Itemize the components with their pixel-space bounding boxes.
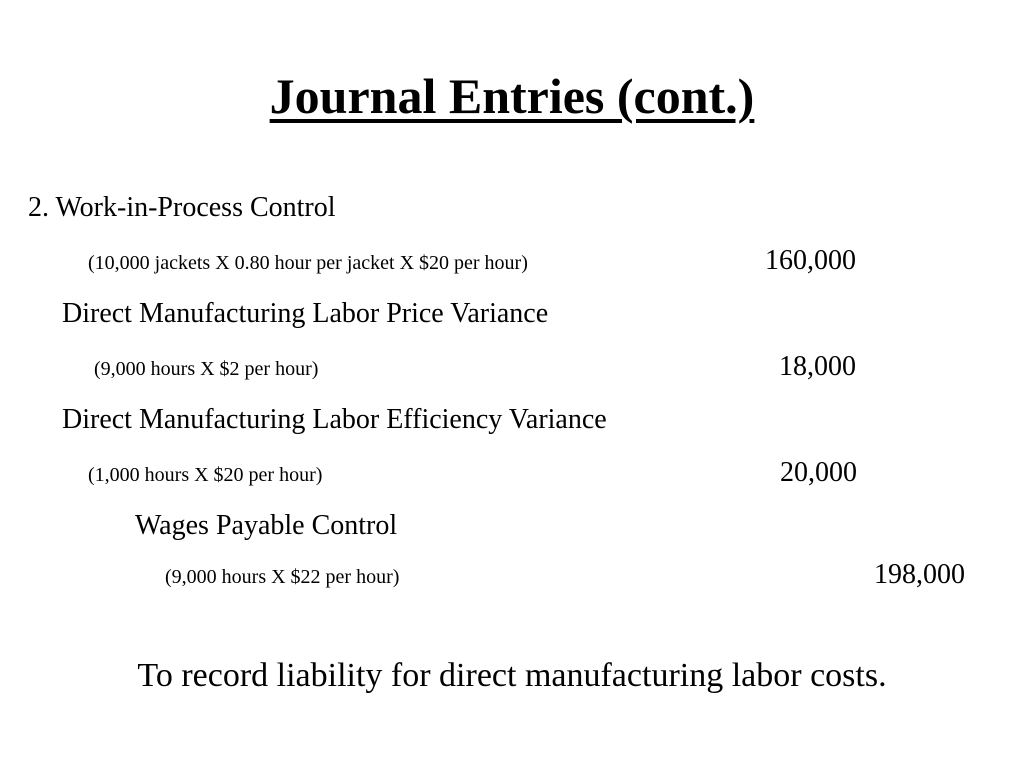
- entry-explanation: To record liability for direct manufacturing labor costs.: [137, 657, 887, 694]
- entry-debit-work-in-process: 160,000: [765, 245, 856, 276]
- entry-account-price-variance: Direct Manufacturing Labor Price Variance: [62, 298, 549, 329]
- entry-account-efficiency-variance: Direct Manufacturing Labor Efficiency Variance: [62, 404, 607, 435]
- entry-calculation-work-in-process: (10,000 jackets X 0.80 hour per jacket X $20 per hour): [88, 252, 528, 274]
- entry-credit-wages-payable: 198,000: [874, 559, 965, 590]
- entry-account-work-in-process: 2. Work-in-Process Control: [28, 192, 336, 223]
- entry-calculation-efficiency-variance: (1,000 hours X $20 per hour): [88, 464, 323, 486]
- entry-account-wages-payable: Wages Payable Control: [135, 510, 398, 541]
- page-title: Journal Entries (cont.): [269, 68, 755, 124]
- entry-calculation-wages-payable: (9,000 hours X $22 per hour): [165, 566, 400, 588]
- entry-debit-efficiency-variance: 20,000: [780, 457, 857, 488]
- entry-debit-price-variance: 18,000: [779, 351, 856, 382]
- entry-calculation-price-variance: (9,000 hours X $2 per hour): [94, 358, 319, 380]
